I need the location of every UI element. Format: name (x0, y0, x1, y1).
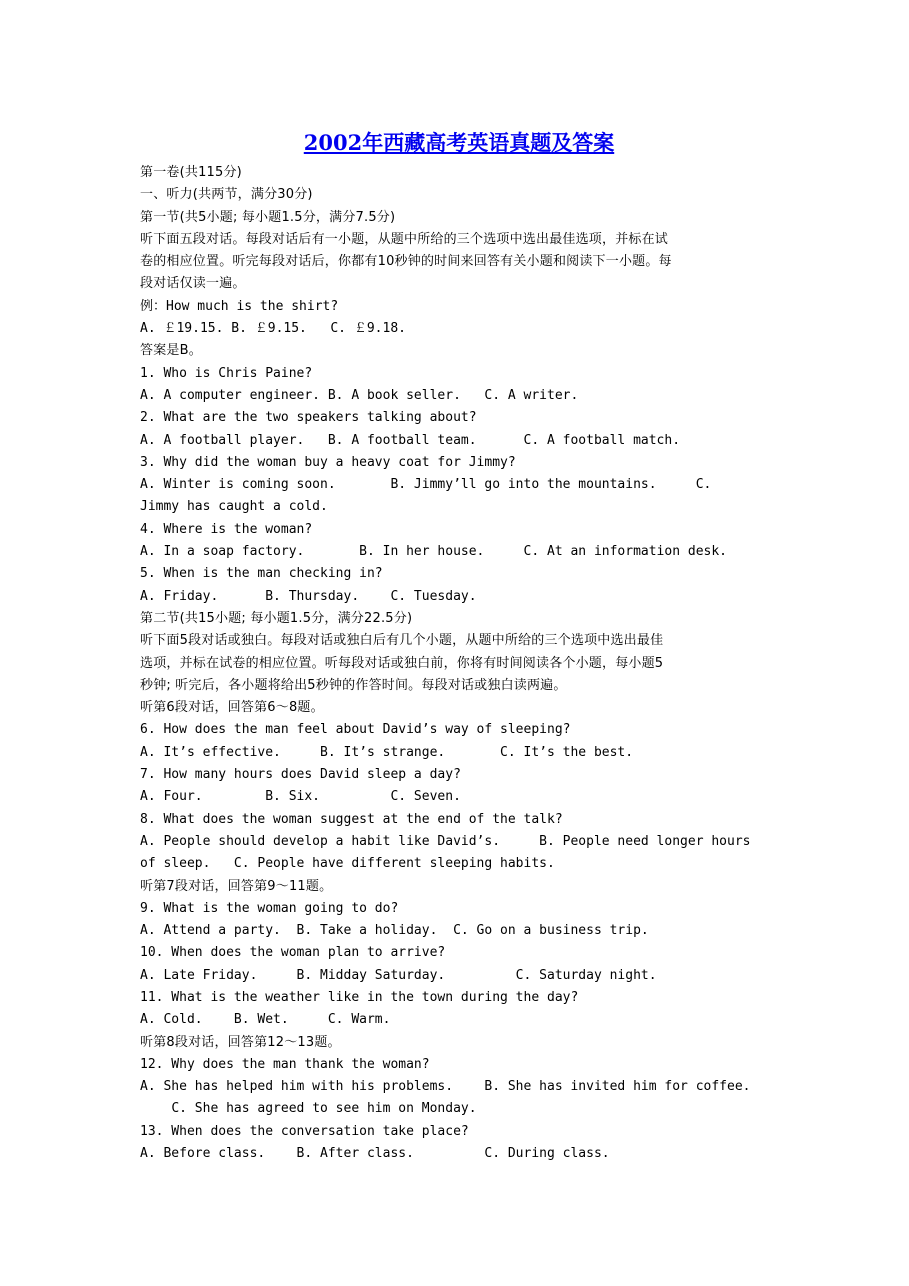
text-line: 13. When does the conversation take place? (140, 1123, 469, 1139)
text-line: A. People should develop a habit like David’s. B. People need longer hours (140, 833, 751, 849)
text-line: 10. When does the woman plan to arrive? (140, 945, 446, 961)
text-line: 秒钟; 听完后，各小题将给出5秒钟的作答时间。每段对话或独白读两遍。 (140, 677, 567, 693)
text-line: 3. Why did the woman buy a heavy coat for Jimmy? (140, 454, 516, 470)
text-line: 例：How much is the shirt? (140, 298, 339, 314)
text-line: A. It’s effective. B. It’s strange. C. It’s the best. (140, 744, 634, 760)
text-line: 听下面五段对话。每段对话后有一小题，从题中所给的三个选项中选出最佳选项，并标在试 (140, 231, 669, 247)
text-line: 听第7段对话，回答第9～11题。 (140, 878, 333, 894)
text-line: 7. How many hours does David sleep a day? (140, 767, 461, 783)
text-line: 听下面5段对话或独白。每段对话或独白后有几个小题，从题中所给的三个选项中选出最佳 (140, 633, 664, 649)
text-line: A. ￡19.15. B. ￡9.15. C. ￡9.18. (140, 321, 406, 337)
text-line: 段对话仅读一遍。 (140, 276, 246, 292)
text-line: 8. What does the woman suggest at the end of the talk? (140, 811, 563, 827)
text-line: A. Cold. B. Wet. C. Warm. (140, 1012, 391, 1028)
document-title[interactable]: 2002年西藏高考英语真题及答案 (303, 130, 615, 155)
text-line: 听第8段对话，回答第12～13题。 (140, 1034, 341, 1050)
text-line: A. She has helped him with his problems. B. She has invited him for coffee. (140, 1079, 751, 1095)
text-line: 第二节(共15小题; 每小题1.5分，满分22.5分) (140, 610, 413, 626)
text-line: 答案是B。 (140, 343, 202, 359)
text-line: 9. What is the woman going to do? (140, 900, 399, 916)
text-line: 第一卷(共115分) (140, 165, 242, 180)
text-line: A. Before class. B. After class. C. During class. (140, 1146, 610, 1162)
text-line: 一、听力(共两节，满分30分) (140, 187, 313, 203)
text-line: of sleep. C. People have different sleeping habits. (140, 856, 555, 872)
text-line: 5. When is the man checking in? (140, 566, 383, 582)
text-line: A. Winter is coming soon. B. Jimmy’ll go into the mountains. C. (140, 477, 712, 493)
text-line: A. Late Friday. B. Midday Saturday. C. Saturday night. (140, 967, 657, 983)
text-line: 4. Where is the woman? (140, 521, 313, 537)
text-line: A. A computer engineer. B. A book seller. C. A writer. (140, 387, 579, 403)
text-line: A. Attend a party. B. Take a holiday. C. Go on a business trip. (140, 923, 649, 939)
text-line: 11. What is the weather like in the town during the day? (140, 989, 579, 1005)
text-line: A. Four. B. Six. C. Seven. (140, 789, 461, 805)
text-line: C. She has agreed to see him on Monday. (140, 1101, 477, 1117)
document-page (140, 128, 790, 1165)
text-line: 第一节(共5小题; 每小题1.5分，满分7.5分) (140, 209, 396, 225)
text-line: A. A football player. B. A football team. C. A football match. (140, 432, 681, 448)
text-line: A. Friday. B. Thursday. C. Tuesday. (140, 588, 477, 604)
document-body (140, 162, 790, 1165)
text-line: 6. How does the man feel about David’s way of sleeping? (140, 722, 571, 738)
text-line: 选项，并标在试卷的相应位置。听每段对话或独白前，你将有时间阅读各个小题，每小题5 (140, 655, 664, 671)
text-line: A. In a soap factory. B. In her house. C. At an information desk. (140, 544, 727, 560)
text-line: 卷的相应位置。听完每段对话后，你都有10秒钟的时间来回答有关小题和阅读下一小题。每 (140, 254, 672, 270)
text-line: 12. Why does the man thank the woman? (140, 1056, 430, 1072)
text-line: Jimmy has caught a cold. (140, 499, 328, 515)
text-line: 听第6段对话，回答第6～8题。 (140, 700, 324, 716)
text-line: 1. Who is Chris Paine? (140, 365, 313, 381)
text-line: 2. What are the two speakers talking about? (140, 410, 477, 426)
